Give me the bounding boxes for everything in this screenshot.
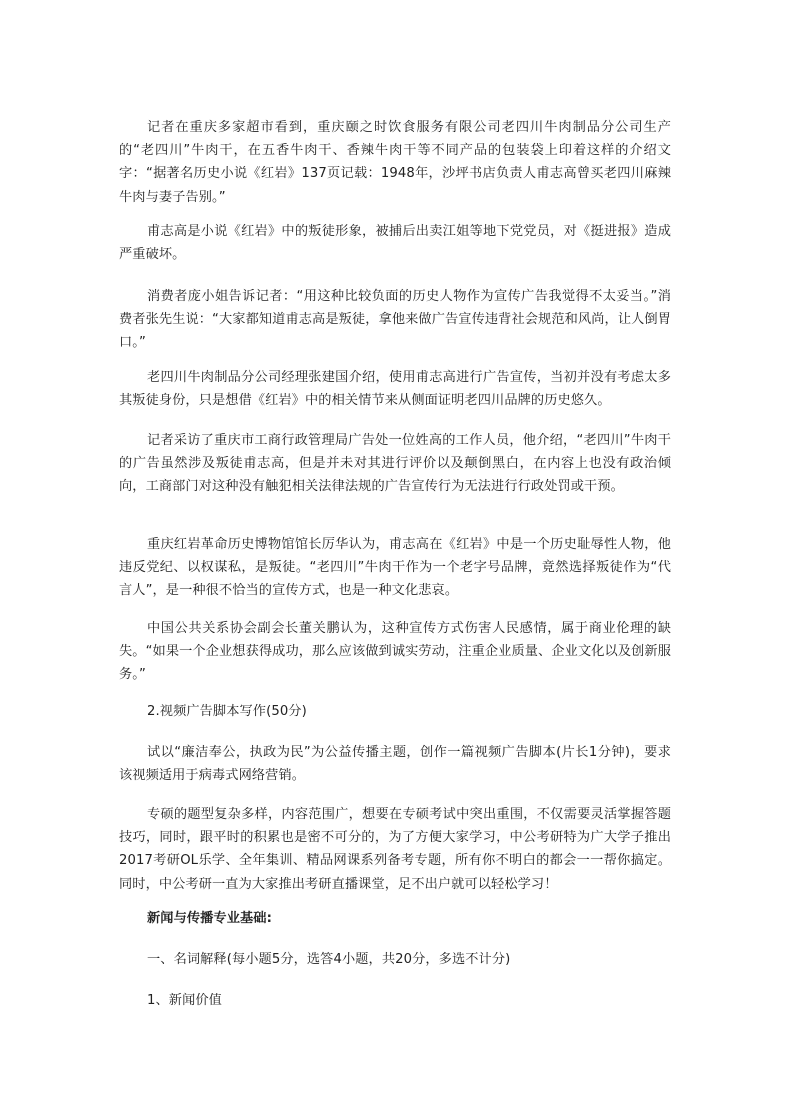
question-news-value: 1、新闻价值 (147, 993, 222, 1008)
section-heading-journalism: 新闻与传播专业基础: (147, 911, 272, 926)
paragraph-museum-curator: 重庆红岩革命历史博物馆馆长厉华认为，甫志高在《红岩》中是一个历史耻辱性人物，他违反党纪、以权谋私，是叛徒。“老四川”牛肉干作为一个老字号品牌，竟然选择叛徒作为“代言人”，是一种很不恰当的宣传方式，也是一种文化悲哀。 (119, 537, 671, 599)
paragraph-product-intro: 记者在重庆多家超市看到，重庆颐之时饮食服务有限公司老四川牛肉制品分公司生产的“老四川”牛肉干，在五香牛肉干、香辣牛肉干等不同产品的包装袋上印着这样的介绍文字：“据著名历史小说《红岩》137页记载：1948年，沙坪书店负责人甫志高曾买老四川麻辣牛肉与妻子告别。” (119, 120, 671, 205)
paragraph-promo: 专硕的题型复杂多样，内容范围广，想要在专硕考试中突出重围，不仅需要灵活掌握答题技巧，同时，跟平时的积累也是密不可分的，为了方便大家学习，中公考研特为广大学子推出2017考研OL乐学、全年集训、精品网课系列备考专题，所有你不明白的都会一一帮你搞定。同时，中公考研一直为大家推出考研直播课堂，足不出户就可以轻松学习！ (119, 807, 671, 892)
section-heading-term-explanation: 一、名词解释(每小题5分，选答4小题，共20分，多选不计分) (147, 952, 511, 967)
paragraph-manager-statement: 老四川牛肉制品分公司经理张建国介绍，使用甫志高进行广告宣传，当初并没有考虑太多其叛徒身份，只是想借《红岩》中的相关情节来从侧面证明老四川品牌的历史悠久。 (119, 370, 671, 409)
paragraph-fu-zhigao: 甫志高是小说《红岩》中的叛徒形象，被捕后出卖江姐等地下党党员，对《挺进报》造成严重破坏。 (119, 224, 671, 263)
section-heading-video-script: 2.视频广告脚本写作(50分) (147, 704, 307, 719)
paragraph-pr-association: 中国公共关系协会副会长董关鹏认为，这种宣传方式伤害人民感情，属于商业伦理的缺失。“如果一个企业想获得成功，那么应该做到诚实劳动，注重企业质量、企业文化以及创新服务。” (119, 621, 671, 683)
paragraph-industry-bureau: 记者采访了重庆市工商行政管理局广告处一位姓高的工作人员，他介绍，“老四川”牛肉干的广告虽然涉及叛徒甫志高，但是并未对其进行评价以及颠倒黑白，在内容上也没有政治倾向，工商部门对这种没有触犯相关法律法规的广告宣传行为无法进行行政处罚或干预。 (119, 433, 671, 495)
paragraph-video-task: 试以“廉洁奉公，执政为民”为公益传播主题，创作一篇视频广告脚本(片长1分钟)，要求该视频适用于病毒式网络营销。 (119, 745, 671, 784)
paragraph-consumer-views: 消费者庞小姐告诉记者：“用这种比较负面的历史人物作为宣传广告我觉得不太妥当。”消费者张先生说：“大家都知道甫志高是叛徒，拿他来做广告宣传违背社会规范和风尚，让人倒胃口。” (119, 289, 671, 351)
